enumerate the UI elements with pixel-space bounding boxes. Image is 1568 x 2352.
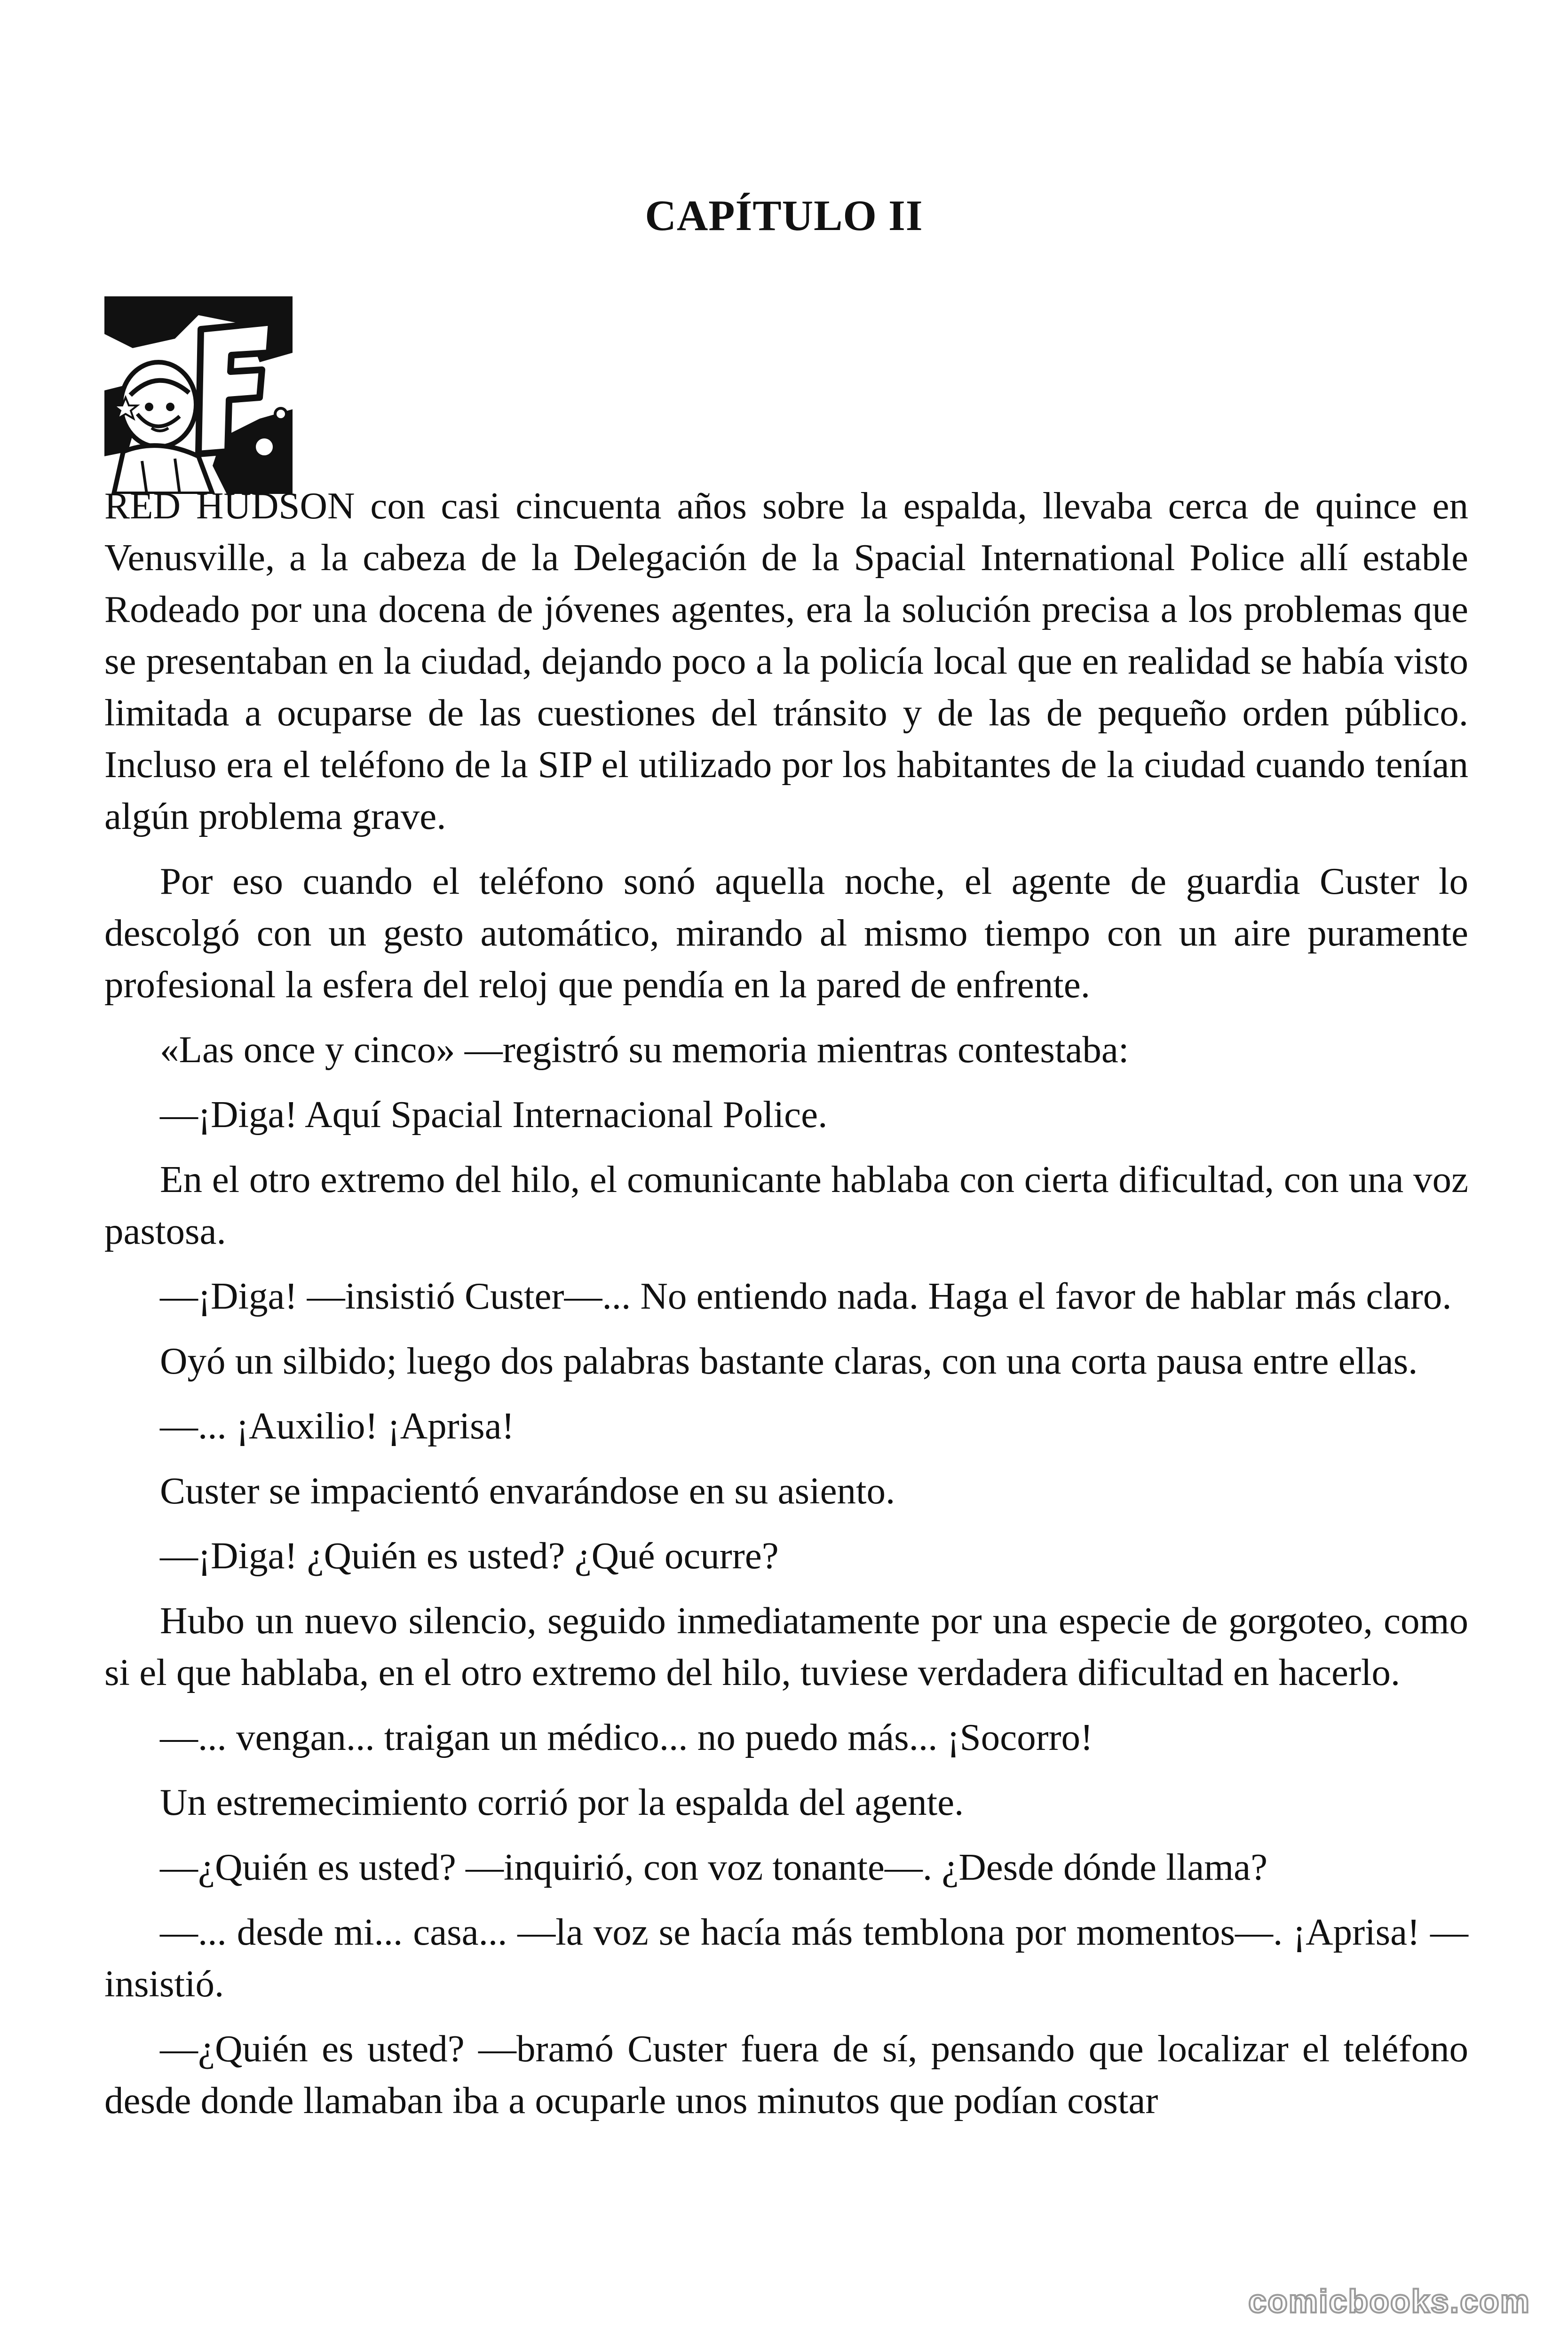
chapter-body (104, 480, 1468, 2139)
dropcap-illustration (104, 296, 293, 494)
astronaut-dropcap-icon (104, 296, 293, 494)
paragraph: RED HUDSON con casi cincuenta años sobre la espalda, llevaba cerca de quince en Venusville, a la cabeza de la Delegación de la Spacial International Police allí estable Rodeado por una docena de jóvenes agentes, era la solución precisa a los problemas que se presentaban en la ciudad, dejando poco a la policía local que en realidad se había visto limitada a ocuparse de las cuestiones del tránsito y de las de pequeño orden público. Incluso era el teléfono de la SIP el utilizado por los habitantes de la ciudad cuando tenían algún problema grave. (104, 485, 1468, 837)
paragraph: —¿Quién es usted? —bramó Custer fuera de sí, pensando que localizar el teléfono desde donde llamaban iba a ocuparle unos minutos que podían costar (104, 2027, 1468, 2122)
paragraph: —... vengan... traigan un médico... no puedo más... ¡Socorro! (160, 1716, 1093, 1758)
paragraph: —... ¡Auxilio! ¡Aprisa! (160, 1405, 515, 1447)
paragraph: Un estremecimiento corrió por la espalda del agente. (160, 1781, 964, 1823)
paragraph: —¡Diga! ¿Quién es usted? ¿Qué ocurre? (160, 1534, 779, 1577)
paragraph: —¿Quién es usted? —inquirió, con voz tonante—. ¿Desde dónde llama? (160, 1846, 1268, 1888)
paragraph: «Las once y cinco» —registró su memoria mientras contestaba: (160, 1028, 1129, 1071)
chapter-title: CAPÍTULO II (645, 191, 923, 239)
paragraph: —... desde mi... casa... —la voz se hacía más temblona por momentos—. ¡Aprisa! —insistió. (104, 1911, 1468, 2005)
paragraph: Por eso cuando el teléfono sonó aquella noche, el agente de guardia Custer lo descolgó con un gesto automático, mirando al mismo tiempo con un aire puramente profesional la esfera del reloj que pendía en la pared de enfrente. (104, 860, 1468, 1006)
watermark: comicbooks.com (1248, 2283, 1530, 2320)
paragraph: —¡Diga! Aquí Spacial Internacional Police. (160, 1093, 828, 1136)
paragraph: En el otro extremo del hilo, el comunicante hablaba con cierta dificultad, con una voz pastosa. (104, 1158, 1468, 1252)
paragraph: Hubo un nuevo silencio, seguido inmediatamente por una especie de gorgoteo, como si el que hablaba, en el otro extremo del hilo, tuviese verdadera dificultad en hacerlo. (104, 1599, 1468, 1693)
paragraph: —¡Diga! —insistió Custer—... No entiendo nada. Haga el favor de hablar más claro. (160, 1275, 1452, 1317)
paragraph: Custer se impacientó envarándose en su asiento. (160, 1470, 895, 1512)
paragraph: Oyó un silbido; luego dos palabras bastante claras, con una corta pausa entre ellas. (160, 1340, 1418, 1382)
